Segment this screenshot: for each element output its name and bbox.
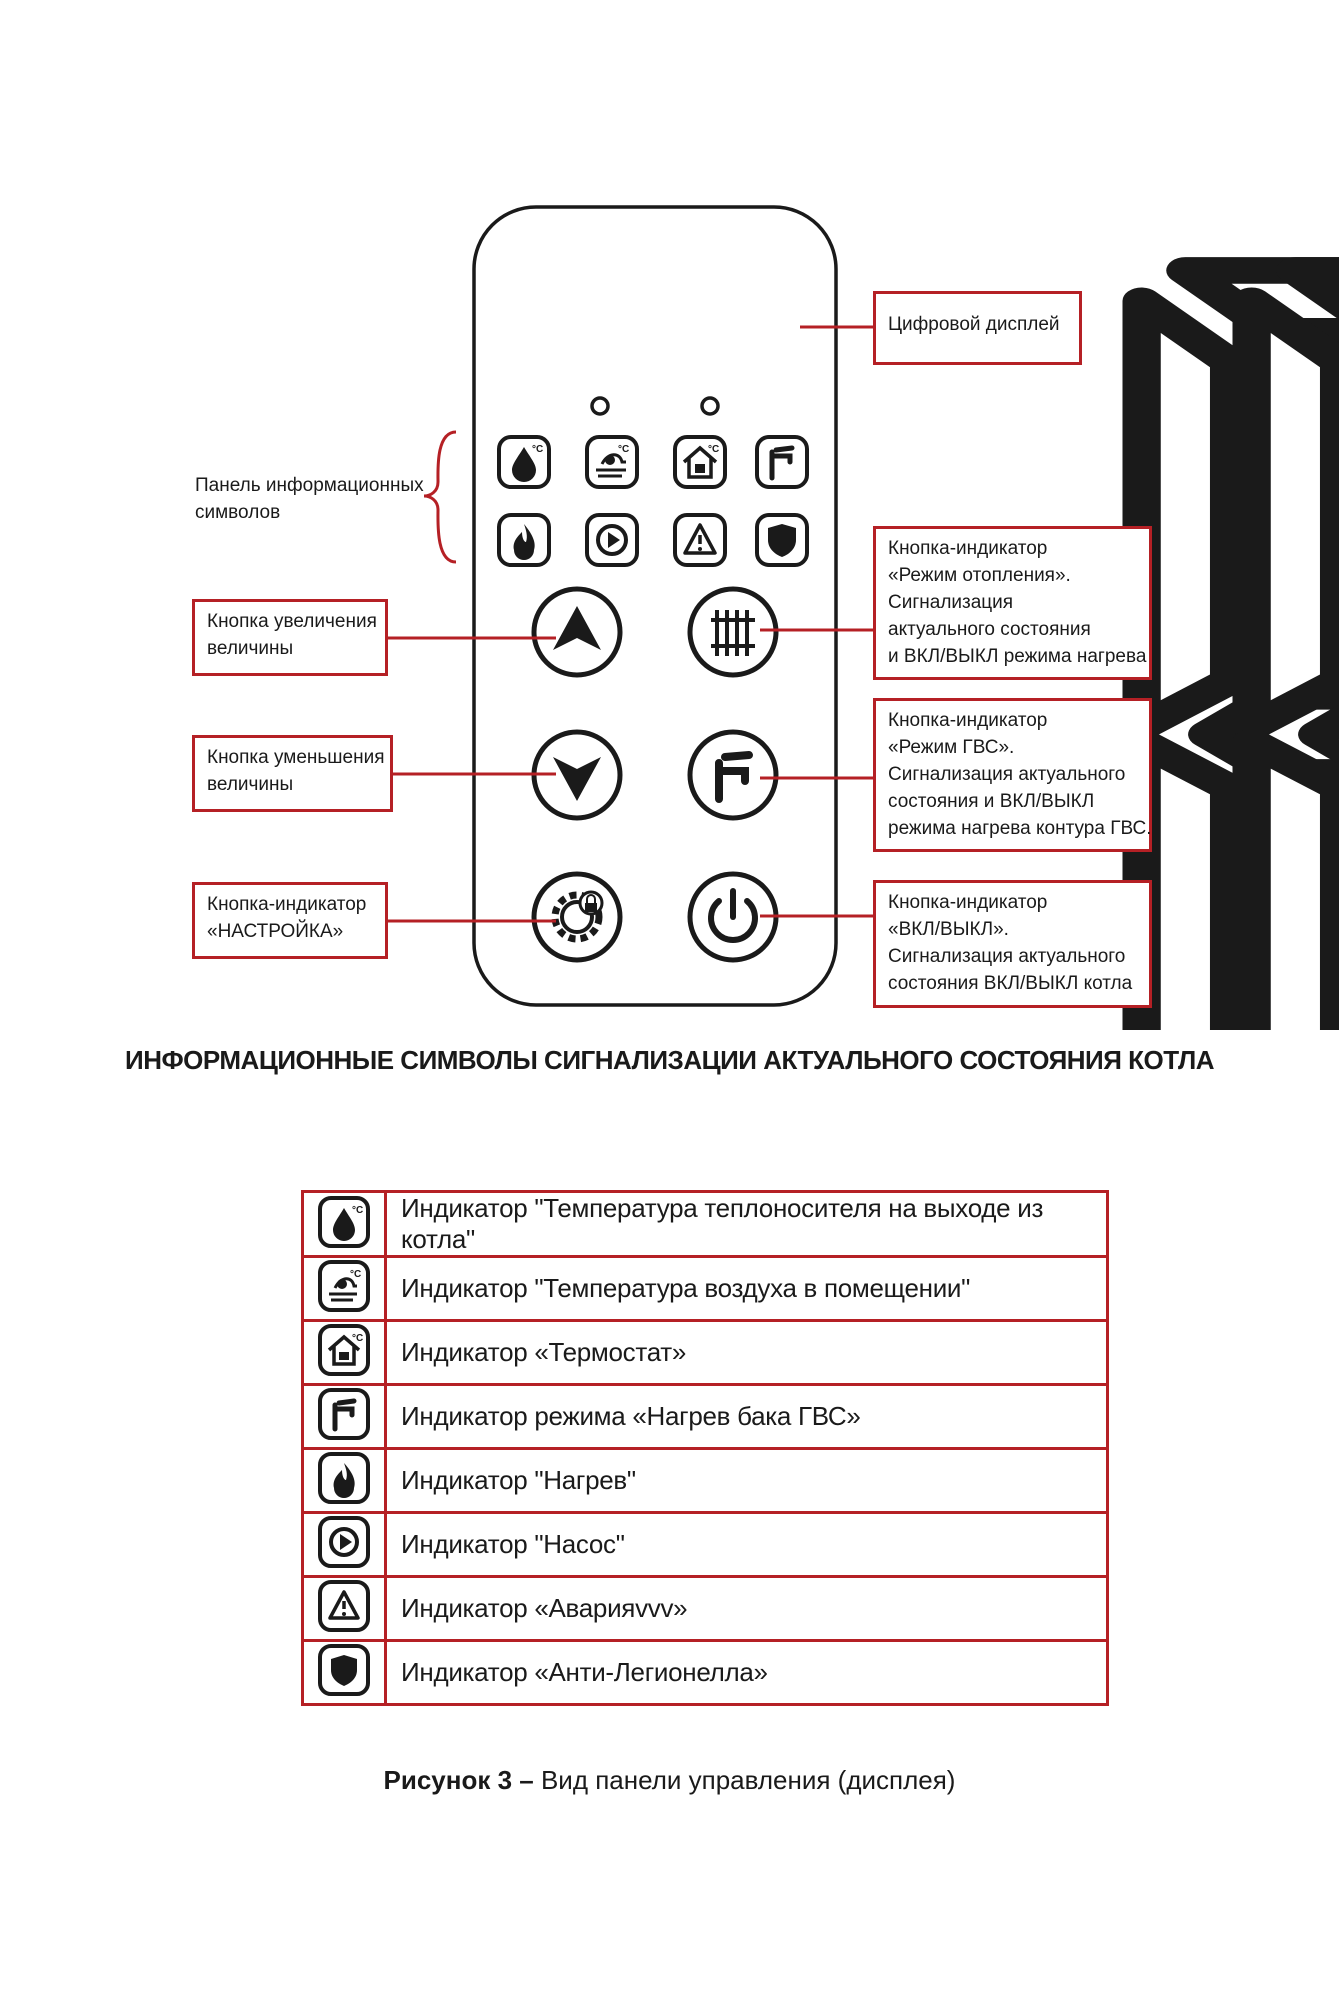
- table-row: [303, 1577, 1108, 1641]
- svg-text:°C: °C: [532, 444, 544, 455]
- settings-button[interactable]: [534, 874, 620, 960]
- callout-text: Кнопка-индикатор: [207, 894, 367, 915]
- panel-symbol-flame-icon: [499, 515, 549, 565]
- callout-text: состояния и ВКЛ/ВЫКЛ: [888, 791, 1095, 812]
- callout-text: Сигнализация актуального: [888, 946, 1126, 967]
- callout-text: «Режим ГВС».: [888, 737, 1015, 758]
- legend-icon-cell: [303, 1641, 386, 1705]
- table-row: [303, 1641, 1108, 1705]
- callout-text: и ВКЛ/ВЫКЛ режима нагрева: [888, 646, 1147, 667]
- caption-number: Рисунок 3 –: [383, 1765, 534, 1795]
- callout-text: Кнопка-индикатор: [888, 538, 1048, 559]
- legend-icon-cell: [303, 1577, 386, 1641]
- svg-text:°C: °C: [618, 444, 630, 455]
- leader-lines: [388, 327, 874, 921]
- callout-text: Сигнализация: [888, 592, 1014, 613]
- panel-outline: [474, 207, 836, 1005]
- pump-icon: [317, 1515, 371, 1569]
- warning-icon: [317, 1579, 371, 1633]
- callout-text: актуального состояния: [888, 619, 1091, 640]
- panel-symbol-air-temperature-icon: [587, 437, 637, 487]
- callout-text: Кнопка-индикатор: [888, 710, 1048, 731]
- callout-power-button: [873, 880, 1152, 1008]
- faucet-icon: [317, 1387, 371, 1441]
- svg-text:°C: °C: [352, 1204, 364, 1216]
- panel-symbol-faucet-icon: [757, 437, 807, 487]
- table-row: [303, 1385, 1108, 1449]
- legend-text: Индикатор «Анти-Легионелла»: [386, 1641, 1108, 1705]
- panel-symbol-thermostat-house-icon: [675, 437, 725, 487]
- legend-text: Индикатор "Температура воздуха в помещении": [386, 1257, 1108, 1321]
- legend-text: Индикатор «Термостат»: [386, 1321, 1108, 1385]
- info-panel-label: [195, 472, 424, 526]
- callout-digital-display: [873, 291, 1082, 365]
- callout-text: Кнопка увеличения: [207, 611, 377, 632]
- dhw-mode-button[interactable]: [690, 732, 776, 818]
- legend-text: Индикатор режима «Нагрев бака ГВС»: [386, 1385, 1108, 1449]
- callout-settings-button: [192, 882, 388, 959]
- shield-icon: [317, 1643, 371, 1697]
- info-panel-brace: [424, 432, 456, 562]
- callout-text: Кнопка уменьшения: [207, 747, 385, 768]
- water-temperature-icon: [317, 1195, 371, 1249]
- svg-text:°C: °C: [352, 1333, 364, 1344]
- panel-symbol-shield-icon: [757, 515, 807, 565]
- heating-mode-button[interactable]: [690, 589, 776, 675]
- up-button[interactable]: [534, 589, 620, 675]
- callout-text: состояния ВКЛ/ВЫКЛ котла: [888, 973, 1133, 994]
- legend-icon-cell: [303, 1385, 386, 1449]
- callout-text: величины: [207, 774, 294, 795]
- symbol-legend-table: [301, 1190, 1109, 1706]
- thermostat-house-icon: [317, 1323, 371, 1377]
- callout-heating-button: [873, 526, 1152, 680]
- section-heading: ИНФОРМАЦИОННЫЕ СИМВОЛЫ СИГНАЛИЗАЦИИ АКТУАЛЬНОГО СОСТОЯНИЯ КОТЛА: [125, 1045, 1214, 1075]
- callout-text: Сигнализация актуального: [888, 764, 1126, 785]
- callout-text: «НАСТРОЙКА»: [207, 921, 344, 942]
- table-row: [303, 1321, 1108, 1385]
- callout-text: режима нагрева контура ГВС.: [888, 818, 1152, 839]
- table-row: [303, 1257, 1108, 1321]
- flame-icon: [317, 1451, 371, 1505]
- legend-icon-cell: [303, 1321, 386, 1385]
- table-row: [303, 1513, 1108, 1577]
- callout-text: «Режим отопления».: [888, 565, 1071, 586]
- air-temperature-icon: [317, 1259, 371, 1313]
- info-panel-label-line: Панель информационных: [195, 475, 424, 496]
- callout-text: Цифровой дисплей: [888, 314, 1060, 335]
- info-panel-label-line: символов: [195, 502, 281, 523]
- table-row: [303, 1449, 1108, 1513]
- panel-symbol-warning-icon: [675, 515, 725, 565]
- figure-caption: [0, 1765, 1339, 1796]
- legend-text: Индикатор "Насос": [386, 1513, 1108, 1577]
- legend-icon-cell: [303, 1449, 386, 1513]
- legend-text: Индикатор "Нагрев": [386, 1449, 1108, 1513]
- svg-text:°C: °C: [350, 1269, 362, 1280]
- callout-text: Кнопка-индикатор: [888, 892, 1048, 913]
- legend-icon-cell: [303, 1513, 386, 1577]
- callout-up-button: [192, 599, 388, 676]
- legend-text: Индикатор «Аварияvvv»: [386, 1577, 1108, 1641]
- table-row: [303, 1192, 1108, 1257]
- panel-symbol-pump-icon: [587, 515, 637, 565]
- legend-text: Индикатор "Температура теплоносителя на выходе из котла": [386, 1192, 1108, 1257]
- legend-icon-cell: [303, 1257, 386, 1321]
- callout-dhw-button: [873, 698, 1152, 852]
- callout-text: величины: [207, 638, 294, 659]
- callout-text: «ВКЛ/ВЫКЛ».: [888, 919, 1009, 940]
- callout-down-button: [192, 735, 393, 812]
- legend-icon-cell: [303, 1192, 386, 1257]
- caption-text: Вид панели управления (дисплея): [533, 1765, 956, 1795]
- panel-symbol-water-temperature-icon: [499, 437, 549, 487]
- svg-text:°C: °C: [708, 444, 720, 455]
